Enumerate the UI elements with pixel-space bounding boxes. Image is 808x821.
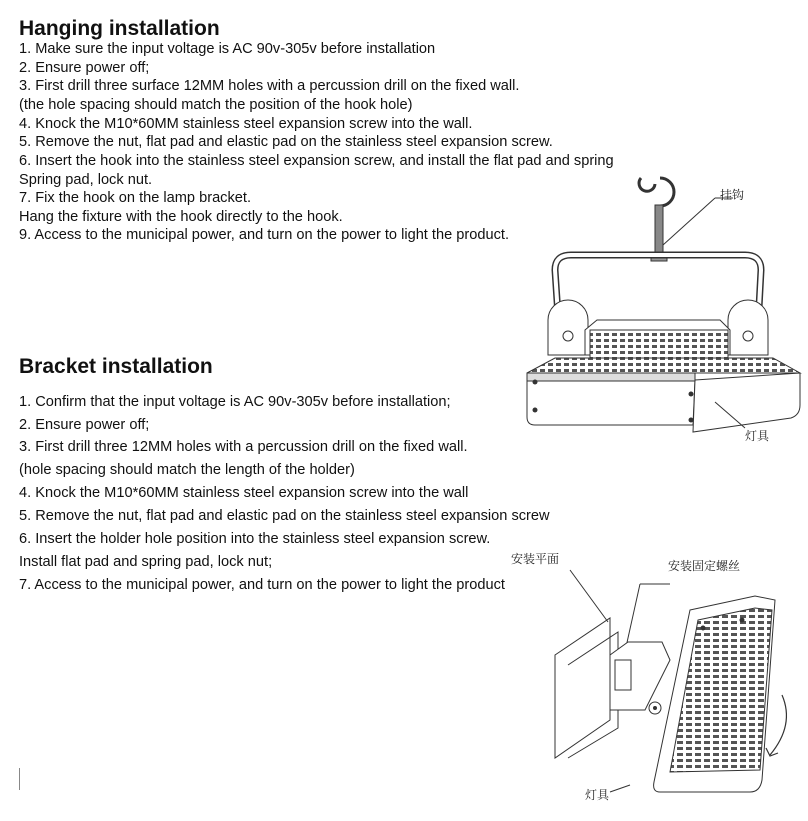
bracket-installation-title: Bracket installation — [19, 355, 213, 378]
bracket-step-line: 2. Ensure power off; — [19, 417, 150, 433]
bracket-step-line: 5. Remove the nut, flat pad and elastic pad on the stainless steel expansion screw — [19, 508, 550, 524]
bracket-step-line: 1. Confirm that the input voltage is AC 90v-305v before installation; — [19, 394, 451, 410]
mount-screw-label: 安装固定螺丝 — [668, 559, 741, 573]
bracket-step-line: 7. Access to the municipal power, and turn on the power to light the product — [19, 577, 505, 593]
corner-mark — [0, 768, 20, 790]
hanging-step-line: 3. First drill three surface 12MM holes with a percussion drill on the fixed wall. — [19, 78, 520, 94]
bracket-step-line: 4. Knock the M10*60MM stainless steel expansion screw into the wall — [19, 485, 469, 501]
hanging-step-line: Hang the fixture with the hook directly to the hook. — [19, 209, 343, 225]
hook-label: 挂钩 — [720, 188, 745, 202]
hanging-step-line: 5. Remove the nut, flat pad and elastic pad on the stainless steel expansion screw. — [19, 134, 553, 150]
bracket-step-line: 6. Insert the holder hole position into the stainless steel expansion screw. — [19, 531, 491, 547]
lamp-label-bottom: 灯具 — [585, 788, 610, 802]
hanging-installation-title: Hanging installation — [19, 17, 220, 40]
bracket-step-line: (hole spacing should match the length of the holder) — [19, 462, 355, 478]
bracket-step-line: 3. First drill three 12MM holes with a percussion drill on the fixed wall. — [19, 439, 468, 455]
hanging-step-line: 4. Knock the M10*60MM stainless steel expansion screw into the wall. — [19, 116, 473, 132]
mount-surface-label: 安装平面 — [511, 552, 560, 566]
hanging-step-line: 6. Insert the hook into the stainless steel expansion screw, and install the flat pad and spring — [19, 153, 614, 169]
hanging-step-line: 7. Fix the hook on the lamp bracket. — [19, 190, 252, 206]
lamp-label-top: 灯具 — [745, 429, 770, 443]
hanging-step-line: Spring pad, lock nut. — [19, 172, 153, 188]
hanging-step-line: 2. Ensure power off; — [19, 60, 150, 76]
hanging-step-line: 1. Make sure the input voltage is AC 90v-305v before installation — [19, 41, 436, 57]
hanging-step-line: (the hole spacing should match the position of the hook hole) — [19, 97, 413, 113]
hanging-lamp-illustration — [515, 170, 805, 450]
bracket-step-line: Install flat pad and spring pad, lock nut; — [19, 554, 273, 570]
hanging-step-line: 9. Access to the municipal power, and turn on the power to light the product. — [19, 227, 509, 243]
bracket-lamp-illustration — [550, 560, 800, 810]
